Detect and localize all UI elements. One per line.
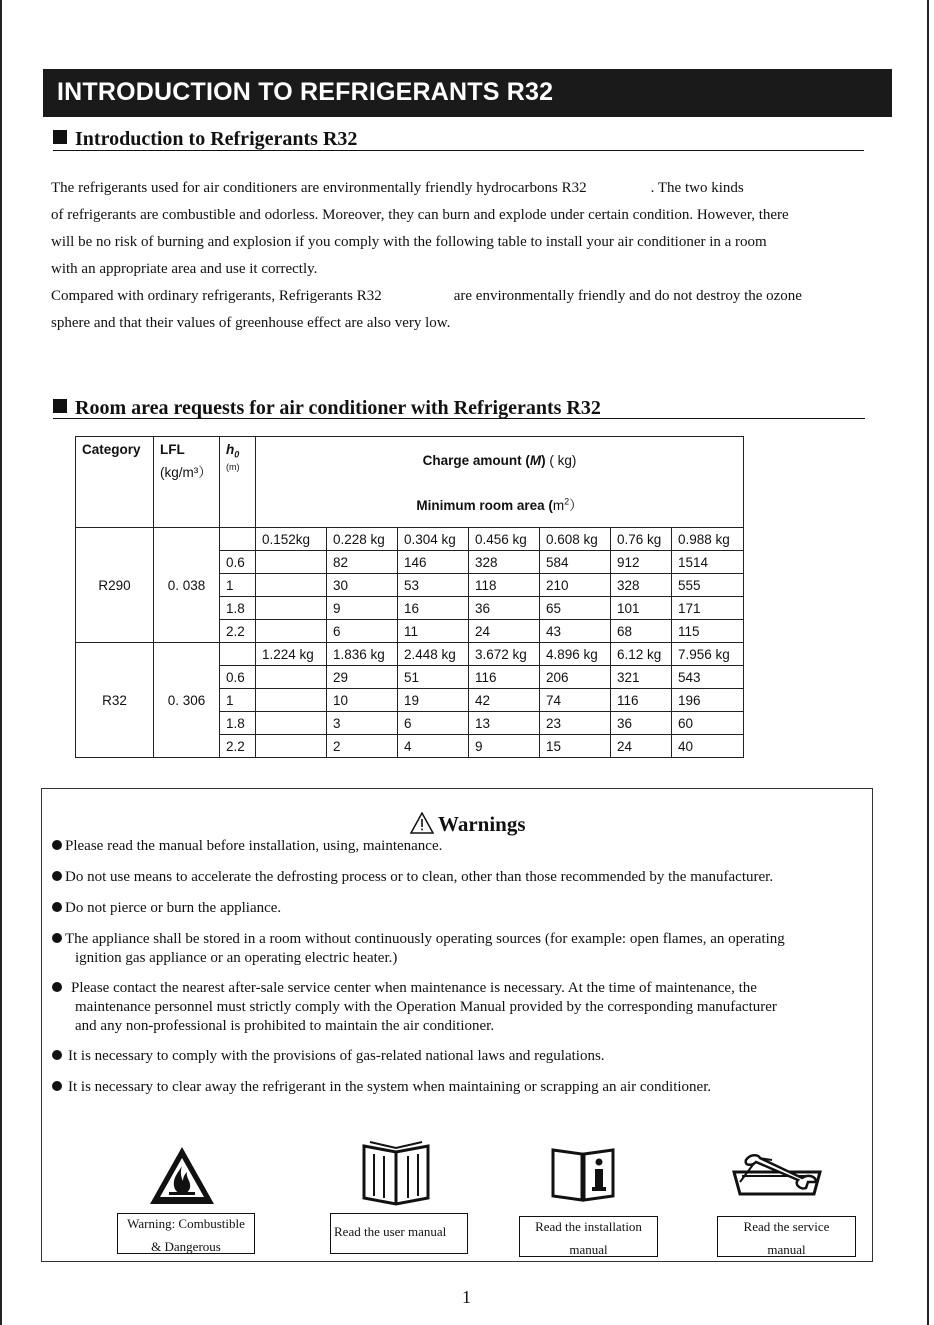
table-cell [256,712,327,735]
group-name: R32 [76,643,154,758]
table-cell [154,437,220,528]
table-cell: 40 [672,735,744,758]
table-cell: 1.8 [220,597,256,620]
table-cell: 15 [540,735,611,758]
bullet-icon [52,1050,62,1060]
table-cell [256,597,327,620]
table-cell: 1 [220,689,256,712]
caption-combustible: Warning: Combustible & Dangerous [117,1213,255,1254]
table-cell: 555 [672,574,744,597]
table-cell: 4.896 kg [540,643,611,666]
table-cell: 65 [540,597,611,620]
table-cell: 82 [327,551,398,574]
table-header-row [76,437,744,528]
table-cell: 24 [611,735,672,758]
header-h0-unit: (m) [226,461,240,472]
room-area-table [75,436,744,758]
table-cell: 115 [672,620,744,643]
table-cell: 43 [540,620,611,643]
table-cell: 543 [672,666,744,689]
table-cell [256,437,744,528]
text-line: The refrigerants used for air conditioners are environmentally friendly hydrocarbons R32 . The two kinds [51,180,744,196]
table-cell: 3.672 kg [469,643,540,666]
table-cell: 3 [327,712,398,735]
header-lfl-unit: (kg/m³） [160,465,212,480]
table-cell: 6 [327,620,398,643]
text-line: sphere and that their values of greenhouse effect are also very low. [51,315,451,331]
table-cell: 0.228 kg [327,528,398,551]
table-cell: 36 [611,712,672,735]
text-line: Compared with ordinary refrigerants, Refrigerants R32 are environmentally friendly and do not destroy the ozone [51,288,802,304]
table-cell: 29 [327,666,398,689]
bullet-icon [52,1081,62,1091]
table-cell: 0.76 kg [611,528,672,551]
open-book-icon [360,1138,432,1206]
table-cell [76,437,154,528]
table-cell: 23 [540,712,611,735]
warnings-heading: Warnings [410,812,526,837]
square-bullet-icon [53,399,67,413]
table-cell: 118 [469,574,540,597]
table-cell [256,689,327,712]
table-cell: 1 [220,574,256,597]
flame-warning-icon [147,1144,217,1208]
bullet-icon [52,902,62,912]
bullet-icon [52,840,62,850]
table-cell: 7.956 kg [672,643,744,666]
warning-triangle-icon [410,812,434,834]
table-cell: 0.304 kg [398,528,469,551]
warning-item: Do not use means to accelerate the defrosting process or to clean, other than those recommended by the manufacturer. [52,868,867,887]
wrench-manual-icon [728,1152,826,1196]
group-lfl: 0. 038 [154,528,220,643]
table-cell: 116 [469,666,540,689]
page-number: 1 [462,1287,471,1307]
table-cell [256,666,327,689]
table-cell: 19 [398,689,469,712]
section-heading-intro [53,128,864,151]
table-row [76,643,744,666]
table-cell [220,437,256,528]
warning-item: It is necessary to clear away the refrigerant in the system when maintaining or scrapping an air conditioner. [52,1078,867,1097]
bullet-icon [52,982,62,992]
info-manual-icon [550,1144,616,1202]
caption-installation-manual: Read the installation manual [519,1216,658,1257]
table-cell: 2 [327,735,398,758]
table-cell [256,551,327,574]
table-cell: 912 [611,551,672,574]
table-cell: 171 [672,597,744,620]
table-cell: 0.608 kg [540,528,611,551]
bullet-icon [52,871,62,881]
table-cell: 9 [327,597,398,620]
table-cell: 116 [611,689,672,712]
table-cell: 36 [469,597,540,620]
table-cell: 30 [327,574,398,597]
caption-user-manual: Read the user manual [330,1213,468,1254]
table-cell: 53 [398,574,469,597]
text-line: with an appropriate area and use it correctly. [51,261,318,277]
warning-item: Do not pierce or burn the appliance. [52,899,867,918]
table-cell: 74 [540,689,611,712]
table-cell: 196 [672,689,744,712]
warning-item: The appliance shall be stored in a room without continuously operating sources (for example: open flames, an operating ignition gas appliance or an operating electric heater.) [52,930,867,968]
table-cell [256,735,327,758]
table-cell: 1.224 kg [256,643,327,666]
table-cell: 210 [540,574,611,597]
text-line: of refrigerants are combustible and odorless. Moreover, they can burn and explode under certain condition. However, there [51,207,789,223]
table-cell: 51 [398,666,469,689]
table-cell: 146 [398,551,469,574]
table-cell: 6.12 kg [611,643,672,666]
table-cell: 9 [469,735,540,758]
page-border-left [0,0,2,1325]
table-cell: 13 [469,712,540,735]
table-cell: 206 [540,666,611,689]
table-row [76,528,744,551]
table-cell: 0.6 [220,666,256,689]
table-cell [220,528,256,551]
table-cell: 4 [398,735,469,758]
warning-item: Please contact the nearest after-sale service center when maintenance is necessary. At the time of maintenance, the maintenance personnel must strictly comply with the Operation Manual provided by the corresponding manufacturer and any non-professional is prohibited to maintain the air conditioner. [52,979,867,1036]
table-cell: 16 [398,597,469,620]
square-bullet-icon [53,130,67,144]
table-cell: 1.8 [220,712,256,735]
table-cell [256,574,327,597]
section-title: Introduction to Refrigerants R32 [75,128,358,150]
table-cell [256,620,327,643]
header-min-room-area: Minimum room area $(m^2)$ [416,496,583,513]
table-cell: 584 [540,551,611,574]
section-heading-room-area [53,397,865,419]
warning-item: It is necessary to comply with the provisions of gas-related national laws and regulations. [52,1047,867,1066]
warning-item: Please read the manual before installation, using, maintenance. [52,837,867,856]
table-cell: 0.988 kg [672,528,744,551]
table-cell: 0.6 [220,551,256,574]
table-cell: 1.836 kg [327,643,398,666]
header-category: Category [82,442,141,457]
banner-title: INTRODUCTION TO REFRIGERANTS R32 [57,78,554,106]
caption-service-manual: Read the service manual [717,1216,856,1257]
table-cell: 11 [398,620,469,643]
table-cell: 1514 [672,551,744,574]
table-cell: 0.152kg [256,528,327,551]
table-cell: 321 [611,666,672,689]
table-cell [220,643,256,666]
table-cell: 60 [672,712,744,735]
table-cell: 2.2 [220,735,256,758]
header-charge-amount: Charge amount (M) ( kg) [422,453,577,468]
table-cell: 10 [327,689,398,712]
bullet-icon [52,933,62,943]
table-cell: 42 [469,689,540,712]
table-cell: 328 [469,551,540,574]
group-lfl: 0. 306 [154,643,220,758]
table-cell: 0.456 kg [469,528,540,551]
table-cell: 2.2 [220,620,256,643]
group-name: R290 [76,528,154,643]
table-cell: 328 [611,574,672,597]
table-cell: 2.448 kg [398,643,469,666]
header-h0: $h_0$ [226,442,240,460]
table-cell: 68 [611,620,672,643]
table-cell: 101 [611,597,672,620]
table-cell: 24 [469,620,540,643]
header-lfl: LFL [160,442,185,457]
intro-paragraph [51,175,866,337]
table-cell: 6 [398,712,469,735]
page-border-right [927,0,929,1325]
text-line: will be no risk of burning and explosion if you comply with the following table to install your air conditioner in a room [51,234,767,250]
section-title: Room area requests for air conditioner with Refrigerants R32 [75,397,601,419]
title-banner [43,69,892,117]
